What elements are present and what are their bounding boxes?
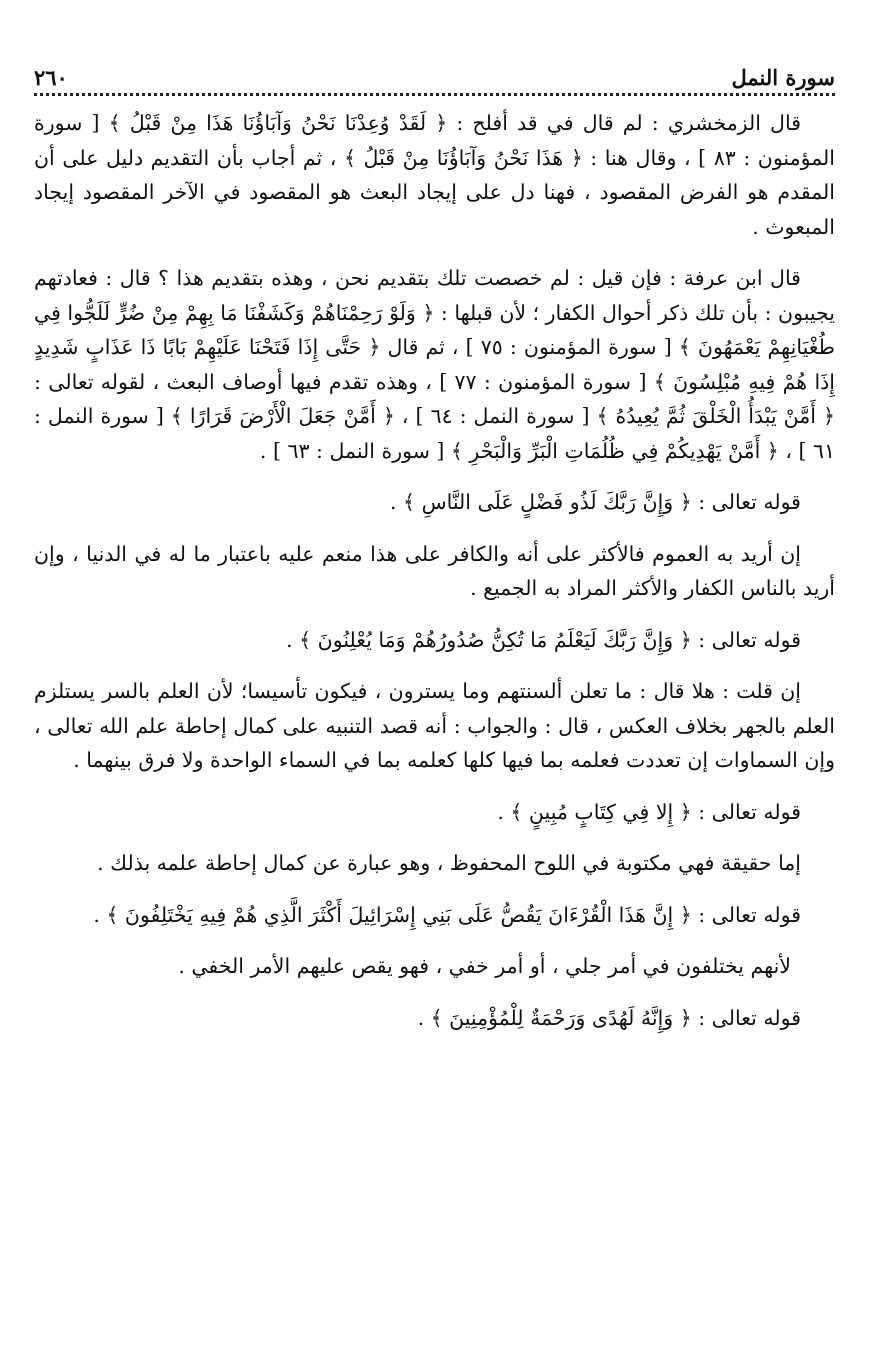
paragraph-commentary: إن قلت : هلا قال : ما تعلن ألسنتهم وما يسترون ، فيكون تأسيسا؛ لأن العلم بالسر يستلزم العلم بالجهر بخلاف العكس ، قال : والجواب : أنه قصد التنبيه على كمال إحاطة علم الله تعالى ، وإن السماوات إن تعددت فعلمه بما فيها كلها كعلمه بما في السماء الواحدة ولا فرق بينهما . — [34, 679, 835, 772]
verse-heading: قوله تعالى : ﴿ إِلا فِي كِتَابٍ مُبِينٍ ﴾ . — [497, 799, 801, 824]
paragraph-commentary: لأنهم يختلفون في أمر جلي ، أو أمر خفي ، فهو يقص عليهم الأمر الخفي . — [178, 954, 791, 978]
verse-heading: قوله تعالى : ﴿ وَإِنَّ رَبَّكَ لَيَعْلَمُ مَا تُكِنُّ صُدُورُهُمْ وَمَا يُعْلِنُونَ ﴾ . — [286, 627, 801, 652]
paragraph-commentary: إن أريد به العموم فالأكثر على أنه والكافر على هذا منعم عليه باعتبار ما له في الدنيا ، وإن أريد بالناس الكفار والأكثر المراد به الجميع . — [34, 541, 835, 600]
surah-title: سورة النمل — [731, 65, 835, 90]
paragraph-ibn-arafa: قال ابن عرفة : فإن قيل : لم خصصت تلك بتقديم نحن ، وهذه بتقديم هذا ؟ قال : فعادتهم يجيبون : بأن تلك ذكر أحوال الكفار ؛ لأن قبلها : ﴿ وَلَوْ رَحِمْنَاهُمْ وَكَشَفْنَا مَا بِهِمْ مِنْ ضُرٍّ لَلَجُّوا فِي طُغْيَانِهِمْ يَعْمَهُونَ ﴾ [ سورة المؤمنون : ٧٥ ] ، ثم قال ﴿ حَتَّى إِذَا فَتَحْنَا عَلَيْهِمْ بَابًا ذَا عَذَابٍ شَدِيدٍ إِذَا هُمْ فِيهِ مُبْلِسُونَ ﴾ [ سورة المؤمنون : ٧٧ ] ، وهذه تقدم فيها أوصاف البعث ، لقوله تعالى : ﴿ أَمَّنْ يَبْدَأُ الْخَلْقَ ثُمَّ يُعِيدُهُ ﴾ [ سورة النمل : ٦٤ ] ، ﴿ أَمَّنْ جَعَلَ الْأَرْضَ قَرَارًا ﴾ [ سورة النمل : ٦١ ] ، ﴿ أَمَّنْ يَهْدِيكُمْ فِي ظُلُمَاتِ الْبَرِّ وَالْبَحْرِ ﴾ [ سورة النمل : ٦٣ ] . — [34, 266, 835, 463]
page-number: ٢٦٠ — [34, 65, 68, 90]
running-header — [34, 58, 835, 96]
verse-heading: قوله تعالى : ﴿ وَإِنَّهُ لَهُدًى وَرَحْمَةٌ لِلْمُؤْمِنِينَ ﴾ . — [417, 1005, 801, 1030]
paragraph-commentary: إما حقيقة فهي مكتوبة في اللوح المحفوظ ، وهو عبارة عن كمال إحاطة علمه بذلك . — [97, 851, 801, 875]
verse-heading: قوله تعالى : ﴿ وَإِنَّ رَبَّكَ لَذُو فَضْلٍ عَلَى النَّاسِ ﴾ . — [390, 490, 801, 514]
verse-heading: قوله تعالى : ﴿ إِنَّ هَذَا الْقُرْءَانَ يَقُصُّ عَلَى بَنِي إِسْرَائِيلَ أَكْثَرَ الَّذِي هُمْ فِيهِ يَخْتَلِفُونَ ﴾ . — [93, 902, 801, 927]
page-body — [34, 106, 835, 1035]
paragraph-zamakhshari: قال الزمخشري : لم قال في قد أفلح : ﴿ لَقَدْ وُعِدْنَا نَحْنُ وَآبَاؤُنَا هَذَا مِنْ قَبْلُ ﴾ [ سورة المؤمنون : ٨٣ ] ، وقال هنا : ﴿ هَذَا نَحْنُ وَآبَاؤُنَا مِنْ قَبْلُ ﴾ ، ثم أجاب بأن التقديم دليل على أن المقدم هو الفرض المقصود ، فهنا دل على إيجاد البعث هو المقصود في الآخر المقصود إيجاد المبعوث . — [34, 111, 835, 239]
